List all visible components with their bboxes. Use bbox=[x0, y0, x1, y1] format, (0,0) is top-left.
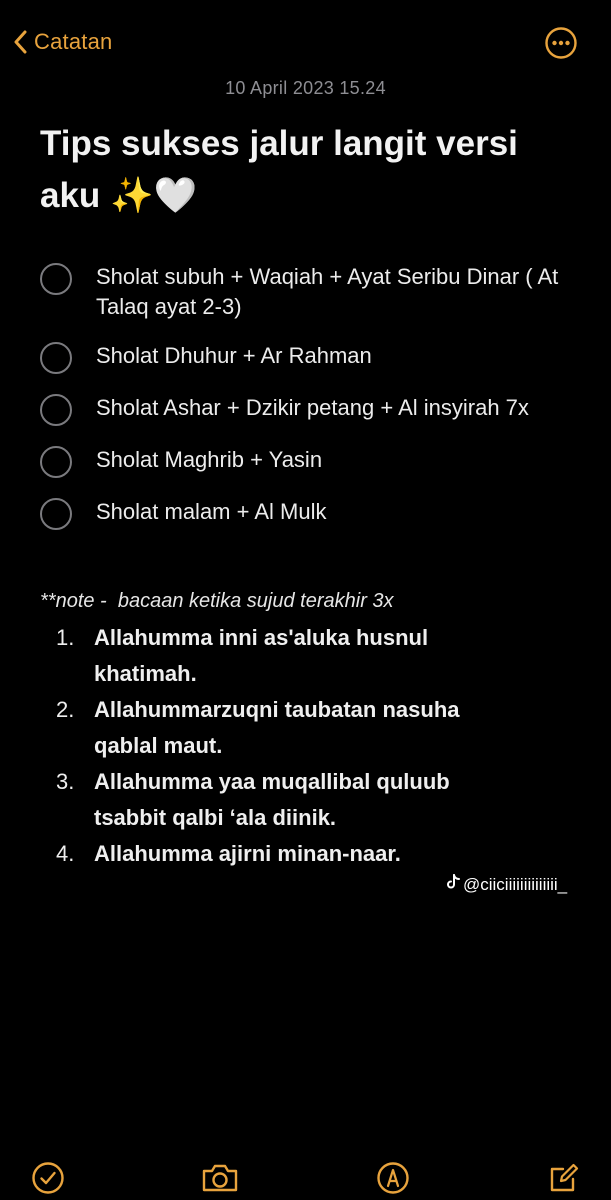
markup-button[interactable] bbox=[373, 1160, 413, 1200]
compose-icon bbox=[547, 1161, 581, 1200]
chevron-left-icon bbox=[14, 30, 28, 54]
numbered-list-item bbox=[56, 764, 526, 836]
checklist-item-text[interactable]: Sholat subuh + Waqiah + Ayat Seribu Dinar ( At Talaq ayat 2-3) bbox=[96, 264, 559, 319]
numbered-list-item bbox=[56, 620, 526, 692]
note-date: 10 April 2023 15.24 bbox=[225, 78, 386, 98]
numbered-list bbox=[56, 620, 526, 872]
checklist-item-text[interactable]: Sholat Maghrib + Yasin bbox=[96, 447, 323, 472]
note-title[interactable]: Tips sukses jalur langit versi aku ✨🤍 bbox=[40, 124, 518, 215]
numbered-list-item bbox=[56, 836, 526, 872]
numbered-list-item bbox=[56, 692, 526, 764]
watermark-username: @ciiciiiiiiiiiiiiii_ bbox=[463, 874, 568, 894]
checkbox-circle[interactable] bbox=[40, 498, 72, 530]
checkbox-circle[interactable] bbox=[40, 263, 72, 295]
camera-button[interactable] bbox=[200, 1160, 240, 1200]
checklist-item-text[interactable]: Sholat malam + Al Mulk bbox=[96, 499, 327, 524]
checkbox-circle[interactable] bbox=[40, 342, 72, 374]
list-item-text[interactable]: Allahumma ajirni minan-naar. bbox=[94, 841, 401, 866]
tiktok-watermark bbox=[446, 874, 567, 895]
list-item-text[interactable]: Allahumma yaa muqallibal quluub tsabbit qalbi ‘ala diinik. bbox=[94, 769, 450, 830]
list-number: 2. bbox=[56, 697, 75, 722]
more-options-button[interactable] bbox=[544, 26, 578, 60]
list-number: 3. bbox=[56, 769, 75, 794]
checklist-icon bbox=[31, 1161, 65, 1200]
checklist-item-text[interactable]: Sholat Dhuhur + Ar Rahman bbox=[96, 343, 372, 368]
checklist-button[interactable] bbox=[28, 1160, 68, 1200]
checklist-item-text[interactable]: Sholat Ashar + Dzikir petang + Al insyirah 7x bbox=[96, 395, 529, 420]
camera-icon bbox=[201, 1162, 239, 1199]
checklist-item bbox=[40, 393, 580, 426]
list-item-text[interactable]: Allahummarzuqni taubatan nasuha qablal maut. bbox=[94, 697, 460, 758]
back-label: Catatan bbox=[34, 29, 113, 54]
checklist-item bbox=[40, 262, 580, 322]
list-number: 1. bbox=[56, 625, 75, 650]
list-item-text[interactable]: Allahumma inni as'aluka husnul khatimah. bbox=[94, 625, 429, 686]
note-label[interactable]: **note - bacaan ketika sujud terakhir 3x bbox=[40, 590, 394, 612]
ellipsis-circle-icon bbox=[544, 47, 578, 64]
bottom-toolbar bbox=[0, 1150, 611, 1200]
checklist bbox=[40, 262, 580, 549]
checklist-item bbox=[40, 445, 580, 478]
back-button[interactable] bbox=[14, 26, 112, 58]
checkbox-circle[interactable] bbox=[40, 446, 72, 478]
list-number: 4. bbox=[56, 841, 75, 866]
checklist-item bbox=[40, 497, 580, 530]
navigation-bar bbox=[0, 0, 611, 84]
compose-button[interactable] bbox=[544, 1160, 584, 1200]
checkbox-circle[interactable] bbox=[40, 394, 72, 426]
checklist-item bbox=[40, 341, 580, 374]
markup-pen-icon bbox=[376, 1161, 410, 1200]
tiktok-icon bbox=[446, 874, 463, 895]
